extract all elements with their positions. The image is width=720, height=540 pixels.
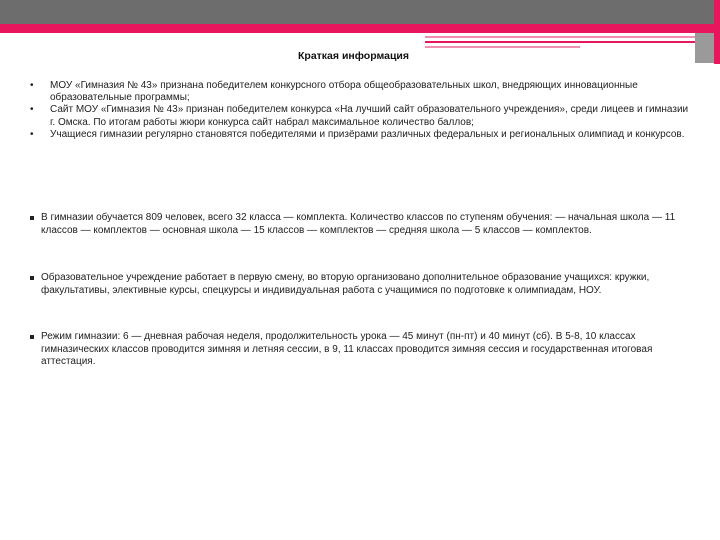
top-accent-bar — [0, 24, 720, 33]
square-bullet-icon — [30, 276, 34, 280]
paragraph-text: Образовательное учреждение работает в первую смену, во вторую организовано дополнительное образование учащихся: кружки, факультативы, элективные курсы, спецкурсы и индивидуальная работа с учащимися по подготовке к олимпиадам, НОУ. — [41, 272, 650, 296]
list-item-text: Учащиеся гимназии регулярно становятся победителями и призёрами различных федеральных и региональных олимпиад и конкурсов. — [50, 128, 685, 140]
list-item — [30, 104, 690, 128]
decor-line-1 — [425, 36, 695, 38]
list-item-text: Сайт МОУ «Гимназия № 43» признан победителем конкурса «На лучший сайт образовательного учреждения», среди лицеев и гимназии г. Омска. По итогам работы жюри конкурса сайт набрал максимальное количество баллов; — [50, 104, 689, 128]
paragraph-text: Режим гимназии: 6 — дневная рабочая неделя, продолжительность урока — 45 минут (пн-пт) и 40 минут (сб). В 5-8, 10 классах гимназических классов проводится зимняя и летняя сессии, в 9, 11 классах проводится зимняя сессия и государственная итоговая аттестация. — [41, 331, 653, 368]
paragraph-schedule — [30, 331, 701, 369]
list-item-text: МОУ «Гимназия № 43» признана победителем конкурсного отбора общеобразовательных школ, внедряющих инновационные образовательные программы; — [50, 80, 638, 104]
right-gray-panel — [695, 33, 714, 63]
list-item — [30, 80, 690, 104]
paragraph-students — [30, 212, 701, 237]
bullet-dot-icon: • — [30, 128, 34, 140]
square-bullet-icon — [30, 335, 34, 339]
bullet-dot-icon: • — [30, 80, 34, 91]
paragraph-text: В гимназии обучается 809 человек, всего 32 класса — комплекта. Количество классов по ступеням обучения: — начальная школа — 11 классов — комплектов — основная школа — 15 классов — комплектов — средняя школа — 5 классов — комплектов. — [41, 212, 676, 236]
right-accent-strip — [714, 0, 720, 64]
top-gray-bar — [0, 0, 720, 24]
slide-title: Краткая информация — [298, 50, 409, 62]
achievements-list — [30, 80, 690, 141]
bullet-dot-icon: • — [30, 104, 34, 116]
list-item — [30, 129, 690, 141]
square-bullet-icon — [30, 216, 34, 220]
paragraph-shifts — [30, 272, 701, 297]
decor-line-3 — [425, 46, 580, 48]
decor-line-2 — [425, 41, 695, 43]
